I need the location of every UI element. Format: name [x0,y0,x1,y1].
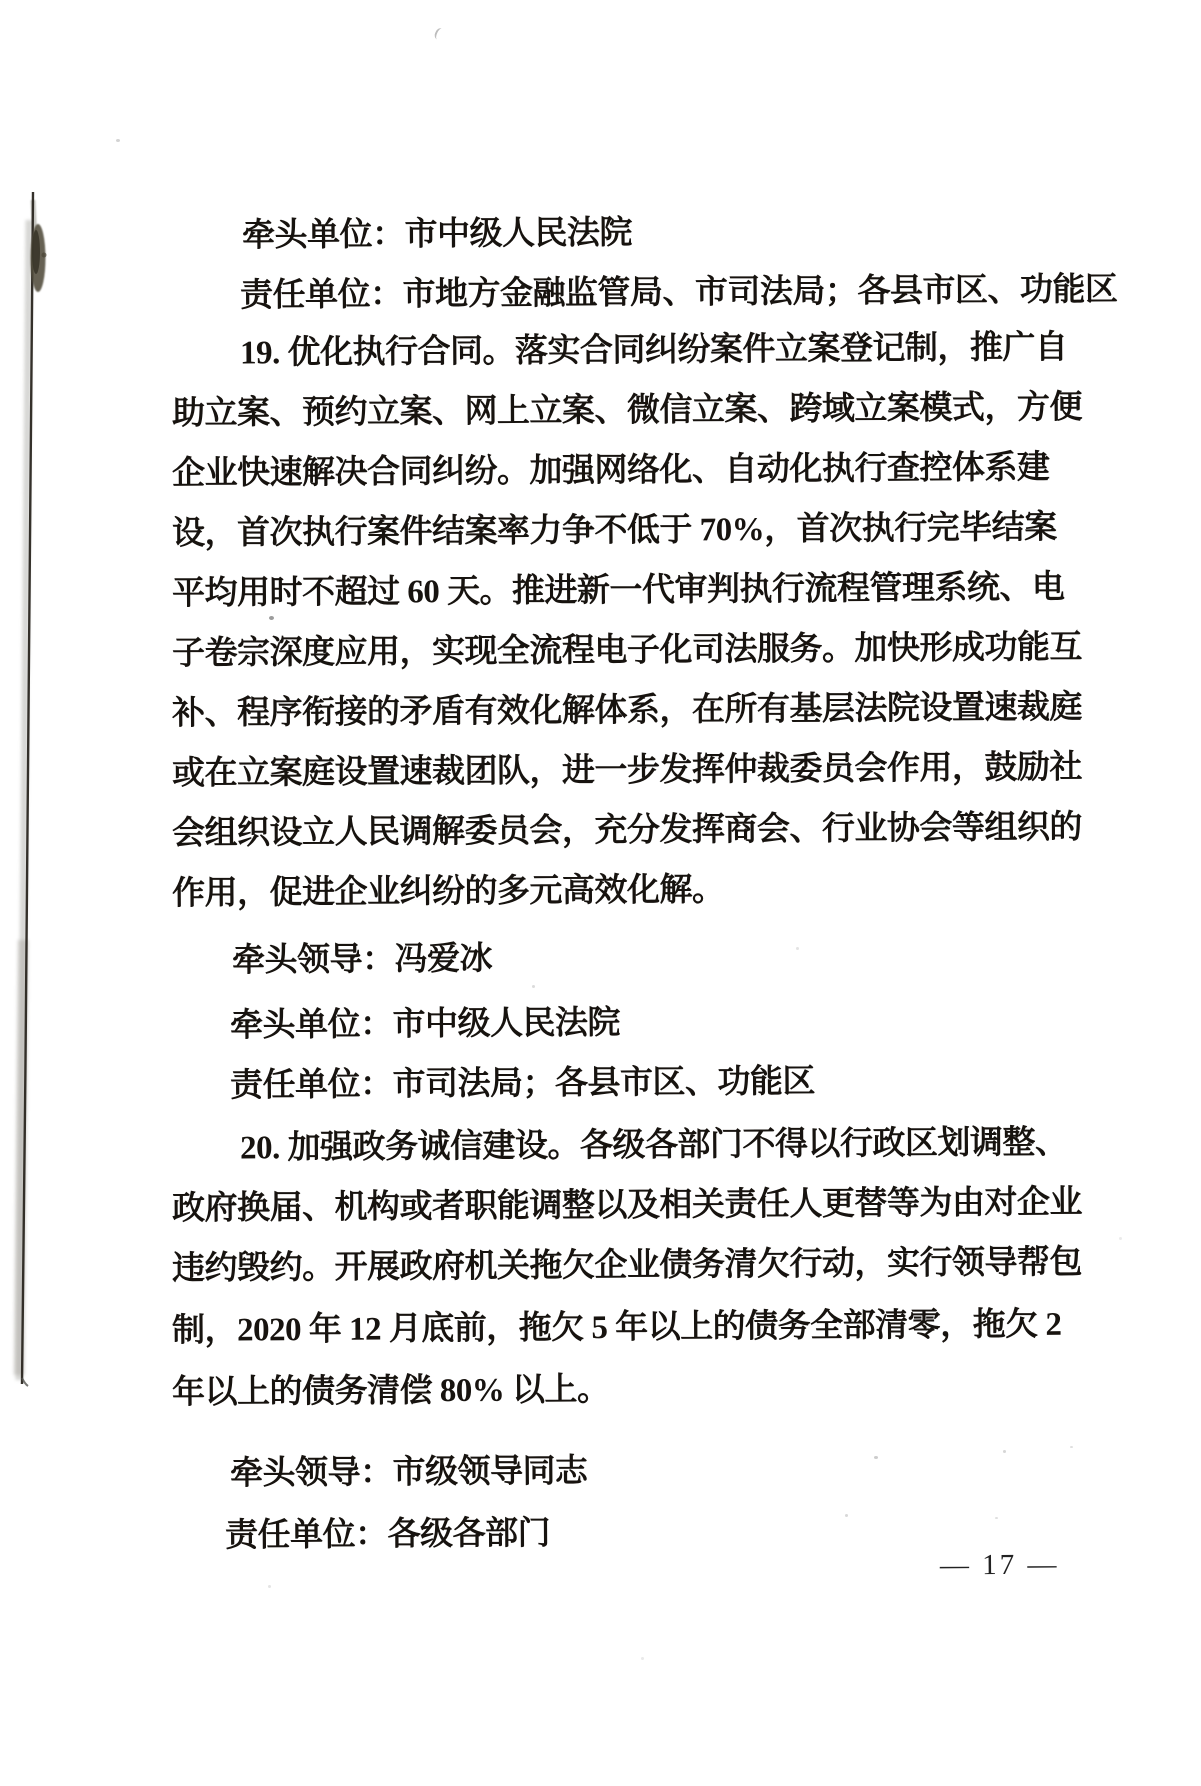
item-19-text-line: 会组织设立人民调解委员会，充分发挥商会、行业协会等组织的 [171,809,1083,852]
item-20-text-line: 20. 加强政务诚信建设。各级各部门不得以行政区划调整、 [239,1124,1068,1167]
scan-speck [1119,1237,1122,1240]
item-19-text-line: 补、程序衔接的矛盾有效化解体系，在所有基层法院设置速裁庭 [171,689,1083,732]
item-19-text-line: 作用，促进企业纠纷的多元高效化解。 [171,872,725,912]
item-19-text-line: 助立案、预约立案、网上立案、微信立案、跨域立案模式，方便 [171,389,1083,432]
scan-speck [116,139,120,142]
item-19-text-line: 19. 优化执行合同。落实合同纠纷案件立案登记制，推广自 [239,329,1068,372]
scan-speck [641,1657,644,1660]
item-19-text-line: 平均用时不超过 60 天。推进新一代审判执行流程管理系统、电 [171,569,1065,612]
scan-speck [1070,1446,1073,1448]
scan-speck [269,616,274,620]
lead-unit-label-line: 牵头单位：市中级人民法院 [229,1005,621,1044]
scan-speck [845,1514,848,1517]
scan-artifact-line [0,140,70,1440]
responsible-unit-label-line: 责任单位：各级各部门 [224,1515,551,1554]
scan-speck [268,1585,271,1588]
item-19-text-line: 企业快速解决合同纠纷。加强网络化、自动化执行查控体系建 [171,449,1050,492]
lead-leader-label-line: 牵头领导：冯爱冰 [231,941,493,979]
item-20-text-line: 违约毁约。开展政府机关拖欠企业债务清欠行动，实行领导帮包 [171,1244,1083,1287]
scan-speck [1003,1450,1006,1453]
item-20-text-line: 制，2020 年 12 月底前，拖欠 5 年以上的债务全部清零，拖欠 2 [171,1306,1062,1349]
item-19-text-line: 或在立案庭设置速裁团队，进一步发挥仲裁委员会作用，鼓励社 [171,749,1083,792]
responsible-unit-label-line: 责任单位：市司法局；各县市区、功能区 [229,1063,816,1104]
responsible-unit-label-line: 责任单位：市地方金融监管局、市司法局；各县市区、功能区 [239,271,1118,314]
scan-speck [532,985,535,988]
lead-leader-label-line: 牵头领导：市级领导同志 [229,1453,588,1492]
item-20-text-line: 政府换届、机构或者职能调整以及相关责任人更替等为由对企业 [171,1184,1083,1227]
item-19-text-line: 子卷宗深度应用，实现全流程电子化司法服务。加快形成功能互 [171,629,1083,672]
scan-speck [796,947,799,950]
scan-speck [995,1517,998,1519]
item-19-text-line: 设，首次执行案件结案率力争不低于 70%，首次执行完毕结案 [171,509,1057,552]
lead-unit-label-line: 牵头单位：市中级人民法院 [241,215,633,254]
scan-speck [874,1456,878,1459]
scan-speck [433,27,446,42]
page-number: — 17 — [939,1548,1060,1582]
item-20-text-line: 年以上的债务清偿 80% 以上。 [171,1371,610,1411]
